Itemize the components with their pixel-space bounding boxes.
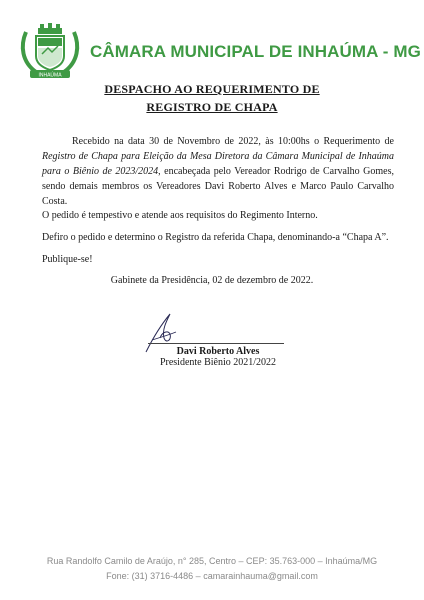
document-title-line2: REGISTRO DE CHAPA	[146, 100, 278, 114]
footer-address: Rua Randolfo Camilo de Araújo, n° 285, Centro – CEP: 35.763-000 – Inhaúma/MG	[46, 556, 378, 566]
crest-banner-text: INHAÚMA	[38, 72, 62, 79]
paragraph-publique: Publique-se!	[42, 254, 93, 265]
paragraph-tempestivo: O pedido é tempestivo e atende aos requisitos do Regimento Interno.	[42, 210, 318, 221]
paragraph-received	[42, 134, 394, 209]
letterhead	[18, 22, 421, 82]
signature-line	[148, 343, 284, 344]
signer-role: Presidente Biênio 2021/2022	[159, 357, 277, 368]
paragraph-received-part2: , encabeçada pelo Vereador Rodrigo de Carvalho Gomes, sendo demais membros os Vereadores Davi Roberto Alves e Marco Paulo Carvalho Costa.	[42, 166, 394, 207]
paragraph-received-part1: Recebido na data 30 de Novembro de 2022, às 10:00hs o Requerimento de	[72, 136, 394, 147]
municipal-crest-icon	[18, 22, 82, 80]
org-name: CÂMARA MUNICIPAL DE INHAÚMA - MG	[90, 42, 421, 61]
gabinete-date-line: Gabinete da Presidência, 02 de dezembro de 2022.	[110, 275, 314, 286]
document-title-line1: DESPACHO AO REQUERIMENTO DE	[104, 82, 320, 96]
footer-contact: Fone: (31) 3716-4486 – camarainhauma@gmail.com	[106, 571, 318, 581]
signer-name: Davi Roberto Alves	[176, 346, 260, 357]
paragraph-defiro: Defiro o pedido e determino o Registro da referida Chapa, denominando-a “Chapa A”.	[42, 232, 389, 243]
request-subject: Registro de Chapa para Eleição da Mesa Diretora da Câmara Municipal de Inhaúma para o Biênio de 2023/2024	[42, 151, 394, 177]
